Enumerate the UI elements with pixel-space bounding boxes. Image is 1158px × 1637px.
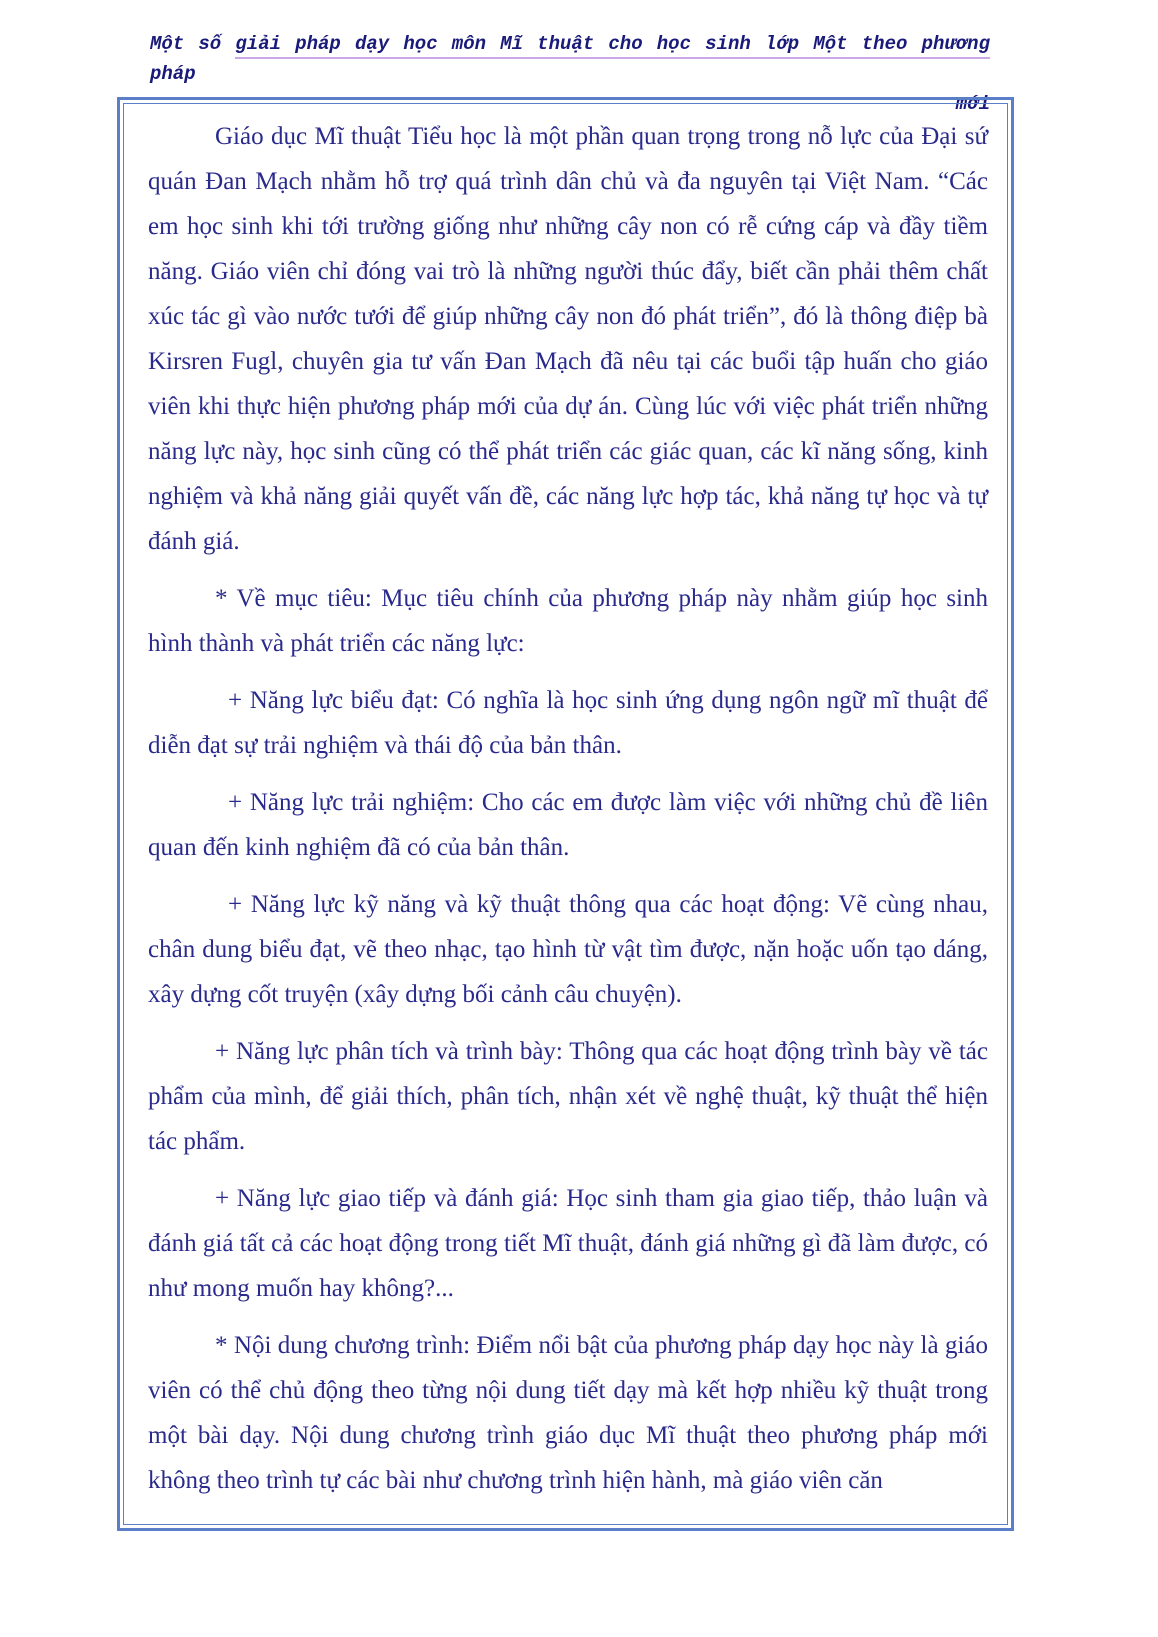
paragraph-intro: Giáo dục Mĩ thuật Tiểu học là một phần quan trọng trong nỗ lực của Đại sứ quán Đan Mạch nhằm hỗ trợ quá trình dân chủ và đa nguyên tại Việt Nam. “Các em học sinh khi tới trường giống như những cây non có rễ cứng cáp và đầy tiềm năng. Giáo viên chỉ đóng vai trò là những người thúc đẩy, biết cần phải thêm chất xúc tác gì vào nước tưới để giúp những cây non đó phát triển”, đó là thông điệp bà Kirsren Fugl, chuyên gia tư vấn Đan Mạch đã nêu tại các buổi tập huấn cho giáo viên khi thực hiện phương pháp mới của dự án. Cùng lúc với việc phát triển những năng lực này, học sinh cũng có thể phát triển các giác quan, các kĩ năng sống, kinh nghiệm và khả năng giải quyết vấn đề, các năng lực hợp tác, khả năng tự học và tự đánh giá. <box>148 123 988 555</box>
paragraph-expression-skill: + Năng lực biểu đạt: Có nghĩa là học sinh ứng dụng ngôn ngữ mĩ thuật để diễn đạt sự trải nghiệm và thái độ của bản thân. <box>148 687 988 759</box>
header-title: Một số giải pháp dạy học môn Mĩ thuật cho học sinh lớp Một theo phương pháp <box>150 33 990 85</box>
paragraph-objectives: * Về mục tiêu: Mục tiêu chính của phương pháp này nhằm giúp học sinh hình thành và phát triển các năng lực: <box>148 585 988 657</box>
paragraph-communication-skill: + Năng lực giao tiếp và đánh giá: Học sinh tham gia giao tiếp, thảo luận và đánh giá tất cả các hoạt động trong tiết Mĩ thuật, đánh giá những gì đã làm được, có như mong muốn hay không?... <box>148 1185 988 1302</box>
paragraph-experience-skill: + Năng lực trải nghiệm: Cho các em được làm việc với những chủ đề liên quan đến kinh nghiệm đã có của bản thân. <box>148 789 988 861</box>
header-title-continuation: mới <box>955 93 990 115</box>
paragraph-analysis-skill: + Năng lực phân tích và trình bày: Thông qua các hoạt động trình bày về tác phẩm của mình, để giải thích, phân tích, nhận xét về nghệ thuật, kỹ thuật thể hiện tác phẩm. <box>148 1038 988 1155</box>
header-underline <box>235 57 990 59</box>
document-body <box>148 114 988 1515</box>
paragraph-technique-skill: + Năng lực kỹ năng và kỹ thuật thông qua các hoạt động: Vẽ cùng nhau, chân dung biểu đạt, vẽ theo nhạc, tạo hình từ vật tìm được, nặn hoặc uốn tạo dáng, xây dựng cốt truyện (xây dựng bối cảnh câu chuyện). <box>148 891 988 1008</box>
paragraph-program-content: * Nội dung chương trình: Điểm nổi bật của phương pháp dạy học này là giáo viên có thể chủ động theo từng nội dung tiết dạy mà kết hợp nhiều kỹ thuật trong một bài dạy. Nội dung chương trình giáo dục Mĩ thuật theo phương pháp mới không theo trình tự các bài như chương trình hiện hành, mà giáo viên căn <box>148 1332 988 1494</box>
